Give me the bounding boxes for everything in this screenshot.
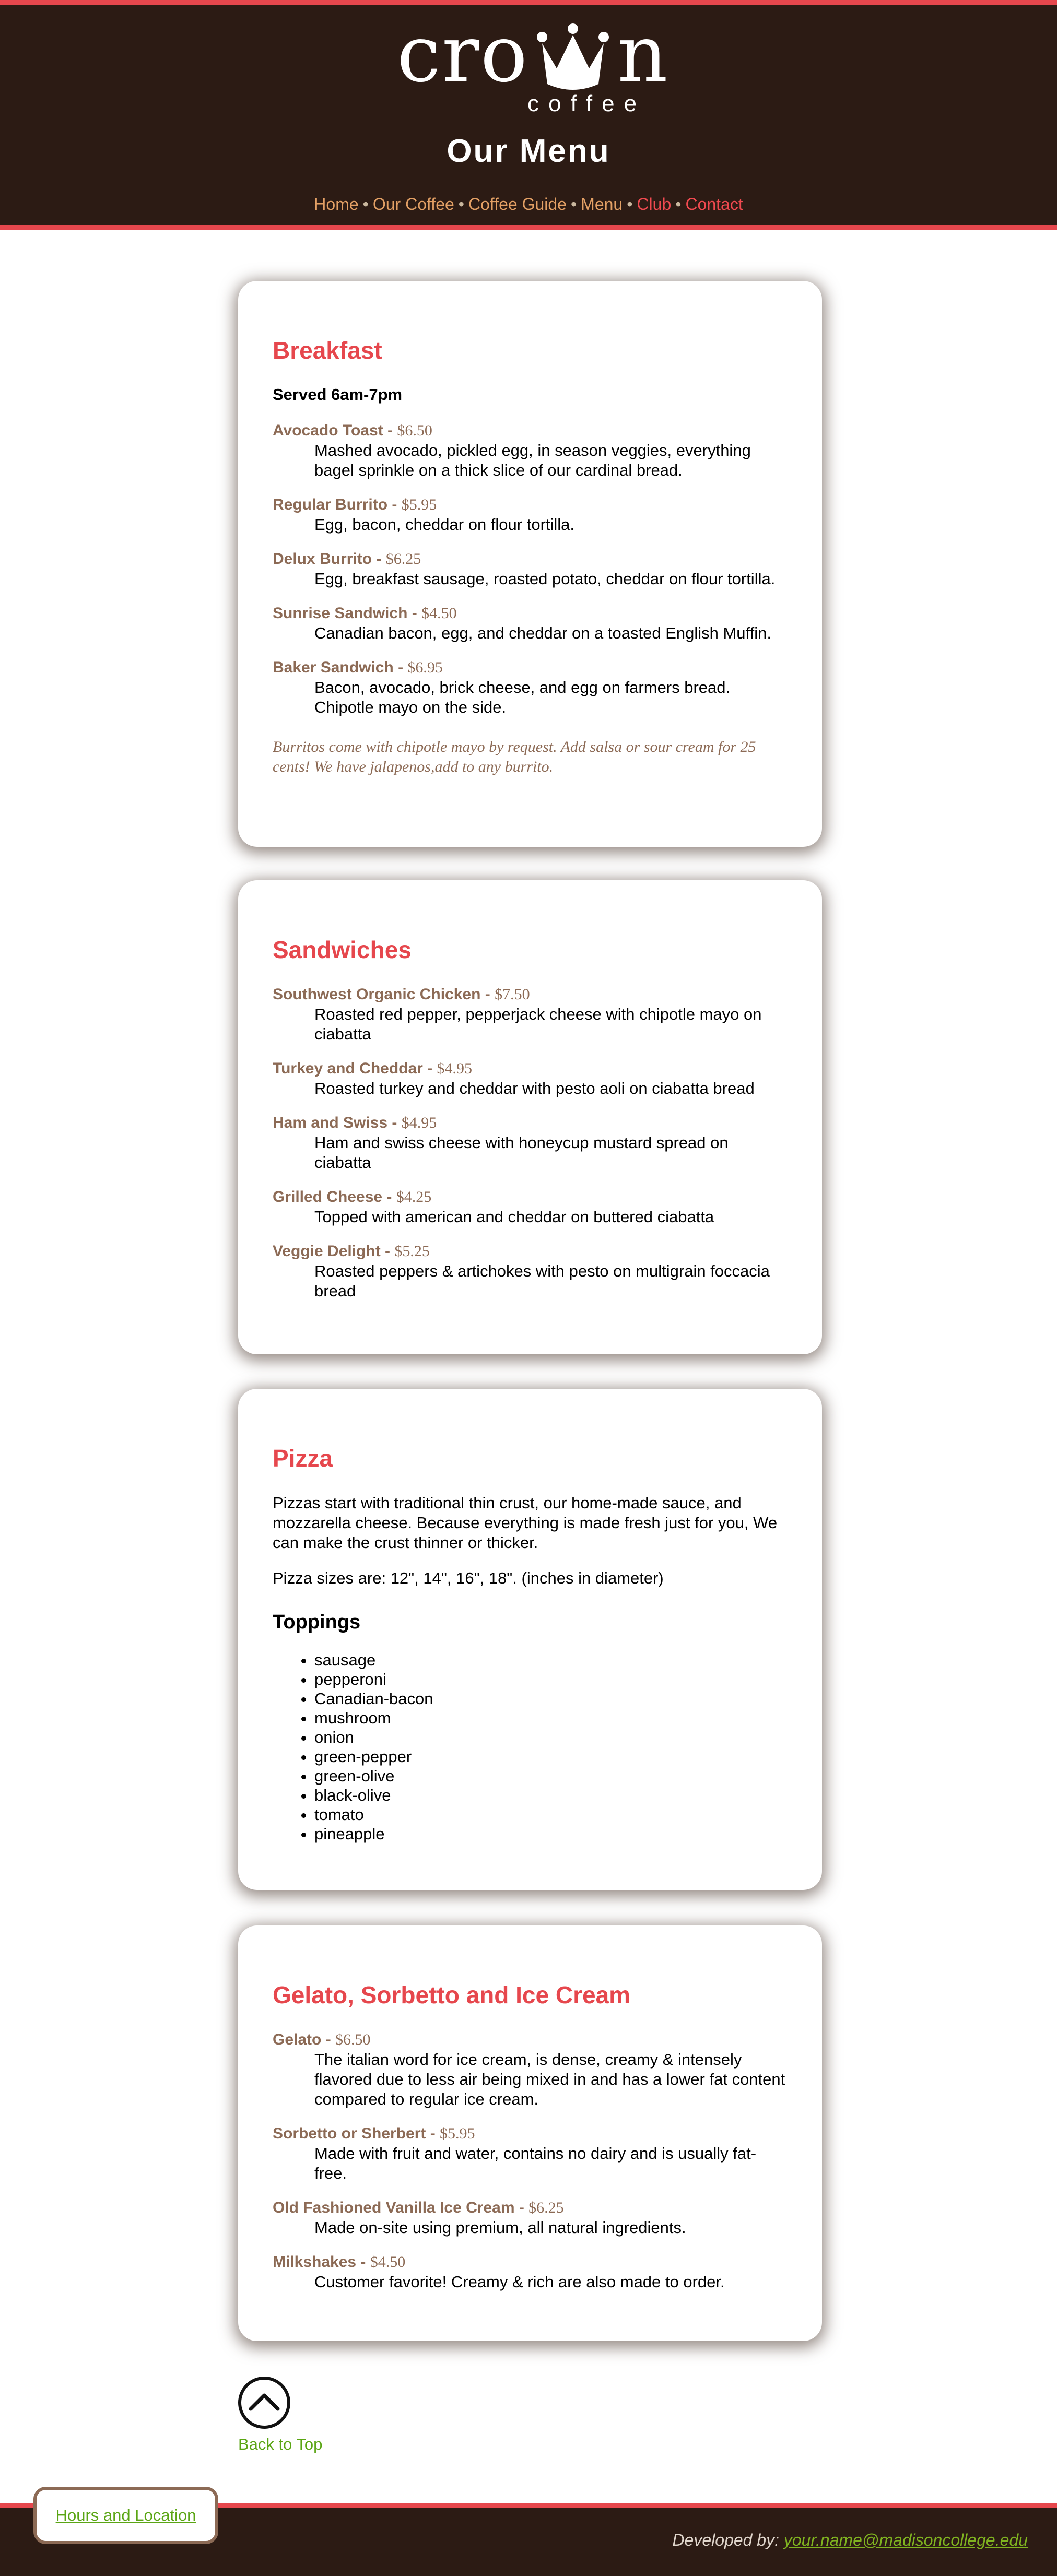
item-description: Canadian bacon, egg, and cheddar on a toasted English Muffin. [314,624,771,642]
item-description: Ham and swiss cheese with honeycup mustard spread on ciabatta [314,1133,729,1172]
nav-coffee-guide[interactable]: Coffee Guide [468,195,567,214]
developer-credit [672,2531,1028,2550]
item-name: Grilled Cheese - [273,1188,396,1206]
nav-separator: • [362,195,369,214]
item-description: Customer favorite! Creamy & rich are also made to order. [314,2273,725,2291]
item-price: $5.95 [401,496,437,513]
item-price: $5.95 [440,2125,475,2142]
item-price: $6.50 [335,2031,371,2048]
item-name: Veggie Delight - [273,1243,395,1260]
item-description: Egg, breakfast sausage, roasted potato, cheddar on flour tortilla. [314,570,776,588]
menu-item [273,421,788,480]
nav-separator: • [675,195,682,214]
item-name: Delux Burrito - [273,550,386,568]
pizza-intro: Pizzas start with traditional thin crust, our home-made sauce, and mozzarella cheese. Because everything is made fresh just for you, We can make the crust thinner or thicker. [273,1494,778,1552]
crown-icon [534,22,612,96]
back-to-top-button[interactable] [238,2377,290,2429]
item-description: Made with fruit and water, contains no dairy and is usually fat-free. [314,2144,757,2182]
list-item: • sausage [314,1650,788,1670]
menu-item [273,2124,788,2183]
item-name: Turkey and Cheddar - [273,1060,437,1077]
crown-coffee-logo[interactable] [397,9,669,116]
menu-item [273,658,788,717]
menu-item [273,1242,788,1301]
list-item: • green-olive [314,1766,788,1786]
nav-home[interactable]: Home [314,195,359,214]
item-description: The italian word for ice cream, is dense, creamy & intensely flavored due to less air being mixed in and has a lower fat content compared to regular ice cream. [314,2050,785,2108]
logo-word-left: cro [397,9,529,100]
breakfast-card [238,281,822,847]
nav-menu[interactable]: Menu [581,195,623,214]
item-name: Regular Burrito - [273,496,402,513]
sandwiches-card [238,880,822,1354]
item-description: Roasted red pepper, pepperjack cheese with chipotle mayo on ciabatta [314,1005,762,1043]
developed-by-label: Developed by: [672,2531,784,2549]
menu-item [273,1113,788,1173]
item-price: $5.25 [394,1243,430,1260]
item-description: Roasted peppers & artichokes with pesto on multigrain foccacia bread [314,1262,770,1300]
item-name: Gelato - [273,2031,336,2048]
item-name: Ham and Swiss - [273,1114,402,1131]
burrito-note: Burritos come with chipotle mayo by request. Add salsa or sour cream for 25 cents! We have jalapenos,add to any burrito. [273,738,756,775]
item-name: Baker Sandwich - [273,659,408,676]
nav-separator: • [570,195,577,214]
item-name: Sunrise Sandwich - [273,605,422,622]
menu-item [273,604,788,643]
item-name: Milkshakes - [273,2253,370,2271]
nav-separator: • [458,195,464,214]
page-title: Our Menu [447,133,610,169]
item-description: Mashed avocado, pickled egg, in season veggies, everything bagel sprinkle on a thick slice of our cardinal bread. [314,441,751,479]
back-to-top-label[interactable]: Back to Top [238,2435,323,2453]
item-price: $4.95 [401,1114,437,1131]
section-title: Breakfast [273,337,382,364]
list-item: • black-olive [314,1786,788,1805]
item-price: $4.95 [437,1060,473,1077]
list-item: • green-pepper [314,1747,788,1766]
nav-contact[interactable]: Contact [685,195,743,214]
item-price: $6.95 [407,659,443,676]
nav-separator: • [627,195,633,214]
section-title: Sandwiches [273,936,412,963]
logo-wordmark [397,9,669,100]
menu-item [273,1187,788,1227]
pizza-sizes: Pizza sizes are: 12", 14", 16", 18". (inches in diameter) [273,1569,664,1587]
section-title: Pizza [273,1445,333,1472]
served-hours: Served 6am-7pm [273,385,403,404]
chevron-up-icon [241,2380,287,2426]
list-item: • pepperoni [314,1670,788,1689]
item-name: Southwest Organic Chicken - [273,986,495,1003]
developer-email-link[interactable]: your.name@madisoncollege.edu [783,2531,1028,2549]
toppings-title: Toppings [273,1611,361,1633]
item-name: Sorbetto or Sherbert - [273,2125,440,2142]
item-description: Egg, bacon, cheddar on flour tortilla. [314,515,575,534]
item-description: Roasted turkey and cheddar with pesto aoli on ciabatta bread [314,1079,755,1097]
list-item: • onion [314,1728,788,1747]
menu-item [273,495,788,535]
item-price: $4.25 [396,1188,432,1206]
toppings-list [314,1650,788,1844]
item-description: Topped with american and cheddar on buttered ciabatta [314,1208,714,1226]
gelato-card [238,1925,822,2341]
item-price: $6.25 [385,550,421,568]
list-item: • Canadian-bacon [314,1689,788,1708]
site-header [0,0,1057,230]
menu-item [273,2252,788,2292]
item-price: $6.25 [528,2199,564,2216]
menu-item [273,2198,788,2238]
menu-item [273,1059,788,1098]
item-price: $7.50 [495,986,530,1003]
item-name: Old Fashioned Vanilla Ice Cream - [273,2199,529,2216]
item-price: $6.50 [397,422,432,439]
menu-item [273,2030,788,2109]
list-item: • mushroom [314,1708,788,1728]
section-title: Gelato, Sorbetto and Ice Cream [273,1981,631,2008]
item-price: $4.50 [370,2253,406,2271]
pizza-card [238,1389,822,1890]
main-nav [0,195,1057,214]
item-price: $4.50 [421,605,457,622]
item-description: Bacon, avocado, brick cheese, and egg on farmers bread. Chipotle mayo on the side. [314,678,731,716]
back-to-top-link[interactable] [238,2377,323,2455]
nav-club[interactable]: Club [637,195,672,214]
hours-and-location-button[interactable]: Hours and Location [33,2487,218,2544]
item-name: Avocado Toast - [273,422,397,439]
logo-subtitle: coffee [527,91,647,116]
nav-our-coffee[interactable]: Our Coffee [372,195,454,214]
item-description: Made on-site using premium, all natural ingredients. [314,2218,686,2237]
menu-item [273,985,788,1044]
list-item: • tomato [314,1805,788,1824]
menu-item [273,549,788,589]
list-item: • pineapple [314,1824,788,1844]
logo-word-right: n [617,9,669,100]
